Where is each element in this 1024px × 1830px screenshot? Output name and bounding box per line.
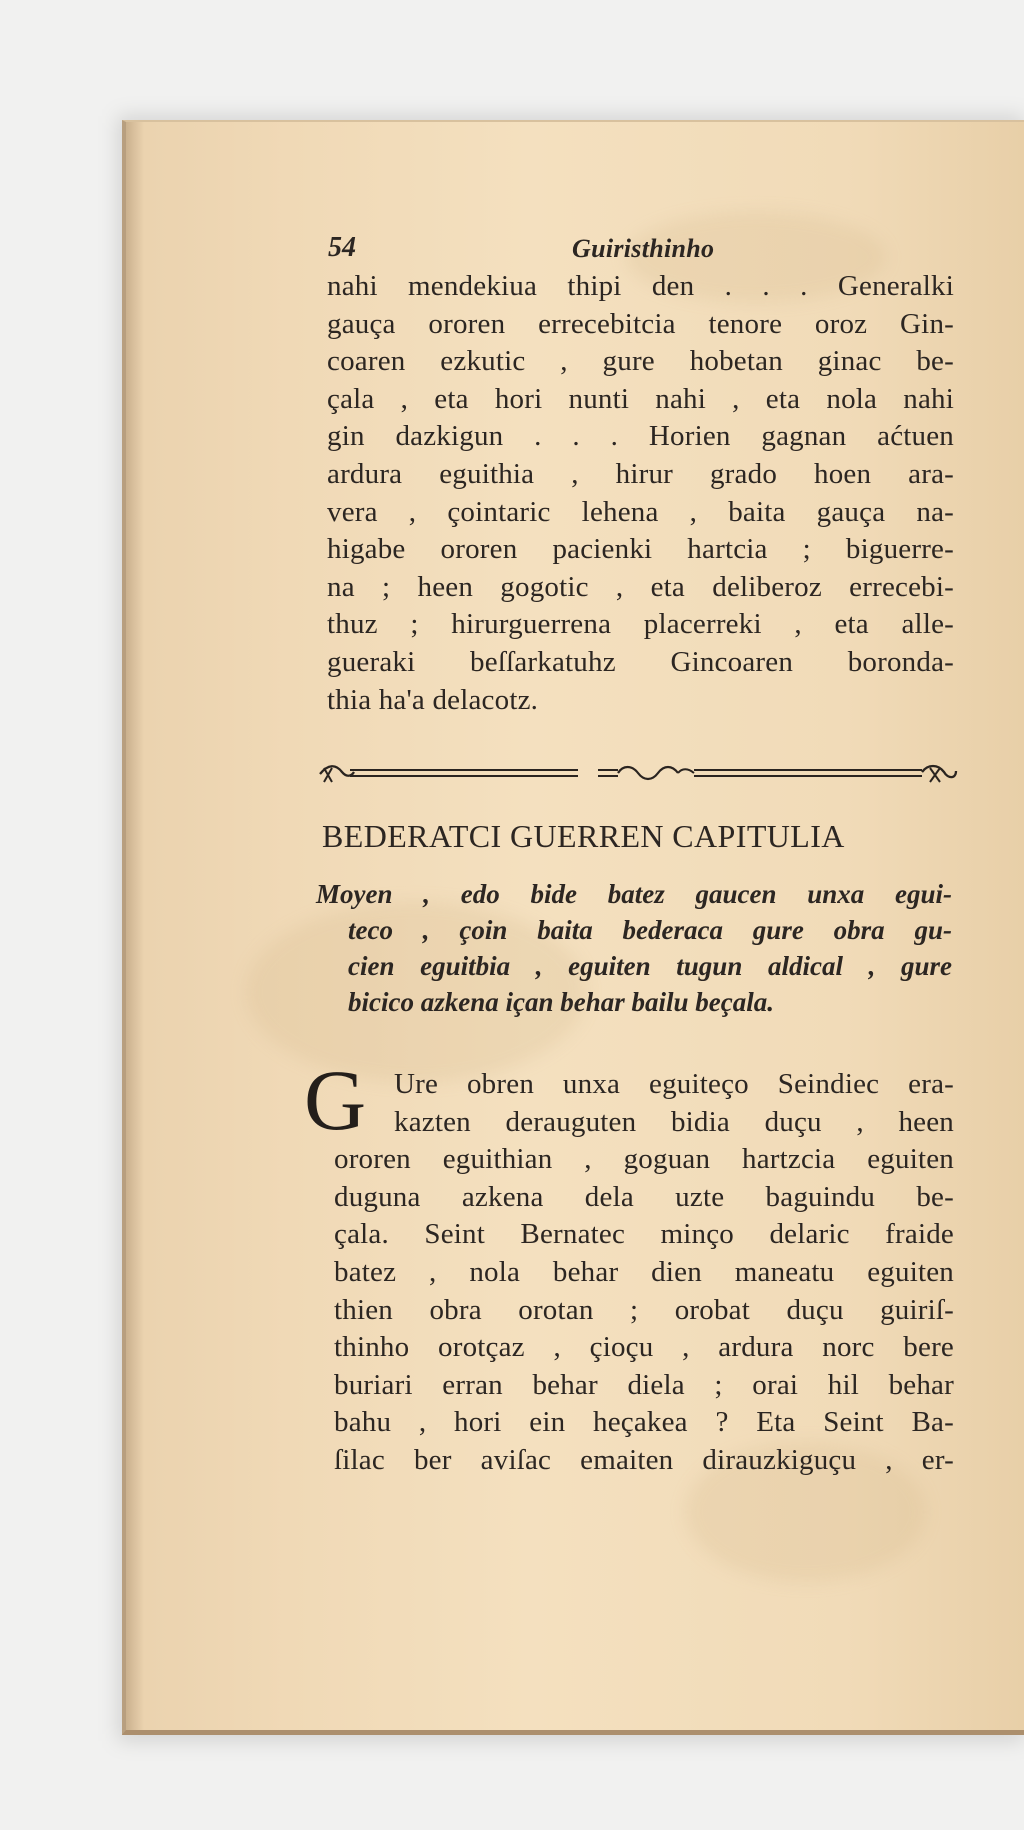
- text-line: buriari erran behar diela ; orai hil behar: [334, 1368, 954, 1401]
- decorative-rule: [318, 758, 958, 788]
- text-line: çala , eta hori nunti nahi , eta nola nahi: [327, 382, 954, 415]
- text-line: gueraki beſſarkatuhz Gincoaren boronda-: [327, 645, 954, 678]
- opening-paragraph: [327, 268, 954, 719]
- text-line: batez , nola behar dien maneatu eguiten: [334, 1255, 954, 1288]
- drop-cap: G: [304, 1052, 367, 1148]
- summary-line: Moyen , edo bide batez gaucen unxa egui-: [316, 879, 952, 909]
- summary-line: cien eguitbia , eguiten tugun aldical , gure: [348, 951, 952, 981]
- text-line: na ; heen gogotic , eta deliberoz errecebi-: [327, 570, 954, 603]
- text-line: ororen eguithian , goguan hartzcia eguiten: [334, 1143, 954, 1176]
- running-head: Guiristhinho: [572, 234, 715, 263]
- text-line: thuz ; hirurguerrena placerreki , eta alle-: [327, 608, 954, 641]
- text-line: duguna azkena dela uzte baguindu be-: [334, 1180, 954, 1213]
- text-line: bahu , hori ein heçakea ? Eta Seint Ba-: [334, 1406, 954, 1439]
- text-line: thien obra orotan ; orobat duçu guiriſ-: [334, 1293, 954, 1326]
- text-line: kazten derauguten bidia duçu , heen: [394, 1105, 954, 1138]
- page-number: 54: [328, 232, 356, 263]
- chapter-summary: [316, 876, 952, 1020]
- summary-line: bicico azkena içan behar bailu beçala.: [348, 987, 774, 1017]
- text-line: thia ha'a delacotz.: [327, 683, 539, 716]
- text-line: thinho orotçaz , çioçu , ardura norc bere: [334, 1331, 954, 1364]
- text-line: gauça ororen errecebitcia tenore oroz Gin-: [327, 307, 954, 340]
- text-line: çala. Seint Bernatec minço delaric fraide: [334, 1218, 954, 1251]
- chapter-title: BEDERATCI GUERREN CAPITULIA: [322, 818, 845, 854]
- text-line: higabe ororen pacienki hartcia ; biguerre-: [327, 533, 954, 566]
- text-line: ardura eguithia , hirur grado hoen ara-: [327, 457, 954, 490]
- text-line: vera , çointaric lehena , baita gauça na-: [327, 495, 954, 528]
- main-paragraph: [334, 1066, 954, 1480]
- page-header: [328, 232, 758, 268]
- text-line: ſilac ber aviſac emaiten dirauzkiguçu , er-: [334, 1443, 954, 1476]
- text-line: coaren ezkutic , gure hobetan ginac be-: [327, 345, 954, 378]
- text-line: Ure obren unxa eguiteço Seindiec era-: [394, 1068, 954, 1100]
- summary-line: teco , çoin baita bederaca gure obra gu-: [348, 915, 952, 945]
- text-line: gin dazkigun . . . Horien gagnan aćtuen: [327, 420, 954, 453]
- text-line: nahi mendekiua thipi den . . . Generalki: [327, 270, 954, 302]
